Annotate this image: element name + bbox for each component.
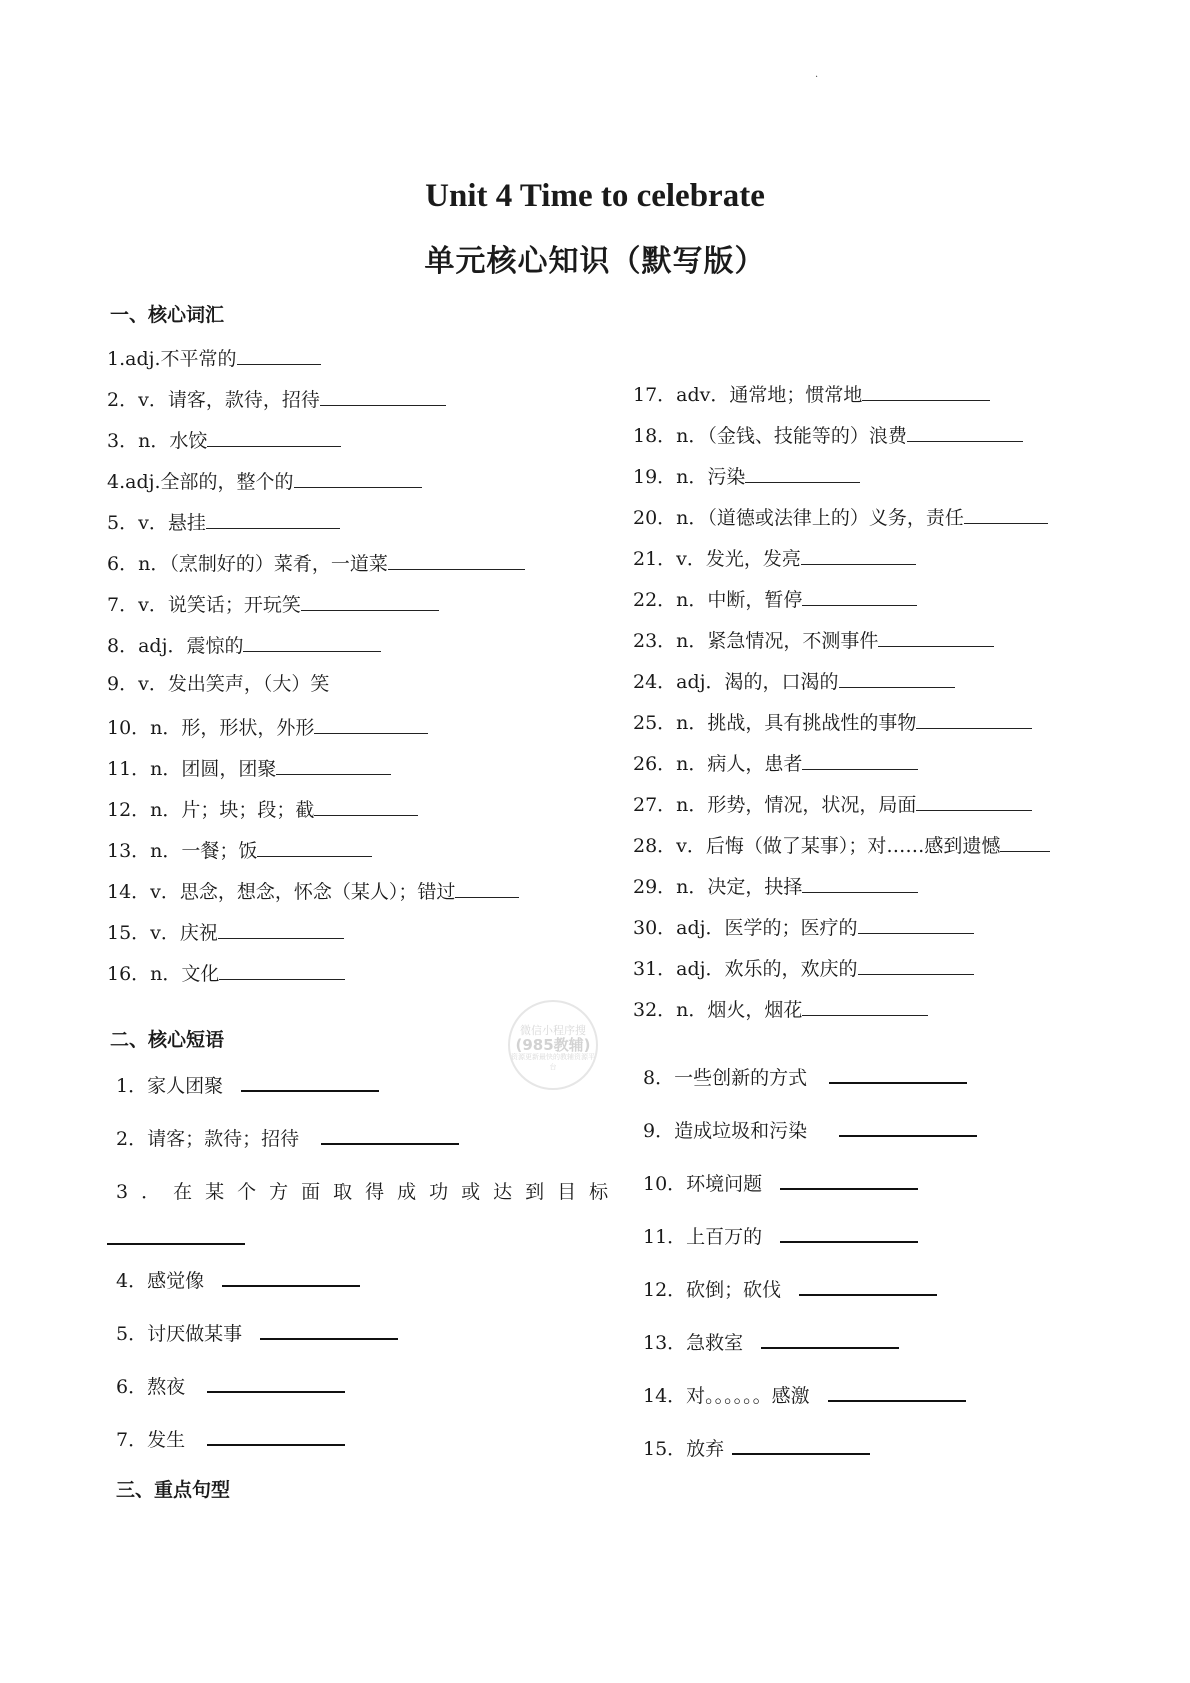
answer-blank[interactable] <box>321 1115 459 1145</box>
page-title-chinese: 单元核心知识（默写版） <box>424 244 766 279</box>
answer-blank[interactable] <box>916 782 1032 811</box>
phrase-item: 6．熬夜 <box>116 1361 398 1414</box>
vocab-item: 32．n．烟火，烟花 <box>633 987 1050 1028</box>
answer-blank[interactable] <box>243 623 381 652</box>
vocab-item: 21．v．发光，发亮 <box>633 536 1050 577</box>
vocab-item: 27．n．形势，情况，状况，局面 <box>633 782 1050 823</box>
watermark-stamp: 微信小程序搜 (985教辅) 资源更新最快的教辅资源平台 <box>508 1000 598 1090</box>
phrases-left-column-continued <box>116 1255 398 1467</box>
vocab-item: 19．n．污染 <box>633 454 1050 495</box>
vocab-item: 20．n．（道德或法律上的）义务，责任 <box>633 495 1050 536</box>
vocab-item: 28．v．后悔（做了某事）；对……感到遗憾 <box>633 823 1050 864</box>
answer-blank[interactable] <box>237 336 321 365</box>
section-heading-sentences: 三、重点句型 <box>116 1479 231 1501</box>
vocab-item: 10．n．形，形状，外形 <box>107 705 525 746</box>
page-title-english: Unit 4 Time to celebrate <box>425 178 765 214</box>
answer-blank[interactable] <box>802 987 928 1016</box>
vocab-item: 9．v．发出笑声，（大）笑 <box>107 673 330 695</box>
phrase-item: 12．砍倒；砍伐 <box>643 1264 977 1317</box>
vocab-item: 17．adv．通常地；惯常地 <box>633 372 1050 413</box>
vocab-item: 12．n．片；块；段；截 <box>107 787 525 828</box>
answer-blank[interactable] <box>878 618 994 647</box>
answer-blank[interactable] <box>858 905 974 934</box>
vocab-item: 3．n．水饺 <box>107 418 525 459</box>
vocab-right-column <box>633 372 1050 1028</box>
vocab-item: 24．adj．渴的，口渴的 <box>633 659 1050 700</box>
phrase-item: 13．急救室 <box>643 1317 977 1370</box>
answer-blank[interactable] <box>964 495 1048 524</box>
vocab-item: 16．n．文化 <box>107 951 525 992</box>
answer-blank[interactable] <box>802 577 917 606</box>
phrase-3-blank-row <box>107 1215 245 1245</box>
vocab-item: 22．n．中断，暂停 <box>633 577 1050 618</box>
vocab-item: 5．v．悬挂 <box>107 500 525 541</box>
vocab-item: 1.adj.不平常的 <box>107 336 525 377</box>
answer-blank[interactable] <box>780 1213 918 1243</box>
answer-blank[interactable] <box>455 869 519 898</box>
phrase-item: 11．上百万的 <box>643 1211 977 1264</box>
answer-blank[interactable] <box>218 910 344 939</box>
vocab-item: 6．n．（烹制好的）菜肴，一道菜 <box>107 541 525 582</box>
phrases-left-column <box>116 1060 621 1219</box>
phrase-item: 9．造成垃圾和污染 <box>643 1105 977 1158</box>
phrase-item: 4．感觉像 <box>116 1255 398 1308</box>
phrases-right-column <box>643 1052 977 1476</box>
answer-blank[interactable] <box>301 582 439 611</box>
answer-blank[interactable] <box>858 946 974 975</box>
page-dot: · <box>815 72 819 83</box>
vocab-item: 8．adj．震惊的 <box>107 623 525 664</box>
answer-blank[interactable] <box>260 1310 398 1340</box>
answer-blank[interactable] <box>107 1215 245 1245</box>
answer-blank[interactable] <box>314 705 428 734</box>
section-heading-phrases: 二、核心短语 <box>110 1029 225 1051</box>
answer-blank[interactable] <box>802 741 918 770</box>
vocab-item: 31．adj．欢乐的，欢庆的 <box>633 946 1050 987</box>
answer-blank[interactable] <box>314 787 418 816</box>
vocab-item: 23．n．紧急情况，不测事件 <box>633 618 1050 659</box>
vocab-item: 29．n．决定，抉择 <box>633 864 1050 905</box>
answer-blank[interactable] <box>828 1372 966 1402</box>
answer-blank[interactable] <box>294 459 422 488</box>
answer-blank[interactable] <box>839 659 955 688</box>
answer-blank[interactable] <box>839 1107 977 1137</box>
phrase-item: 10．环境问题 <box>643 1158 977 1211</box>
vocab-item: 7．v．说笑话；开玩笑 <box>107 582 525 623</box>
vocab-left-column <box>107 336 525 992</box>
answer-blank[interactable] <box>732 1425 870 1455</box>
vocab-item: 25．n．挑战，具有挑战性的事物 <box>633 700 1050 741</box>
vocab-item: 11．n．团圆，团聚 <box>107 746 525 787</box>
answer-blank[interactable] <box>799 1266 937 1296</box>
vocab-item: 4.adj.全部的，整个的 <box>107 459 525 500</box>
answer-blank[interactable] <box>241 1062 379 1092</box>
answer-blank[interactable] <box>320 377 446 406</box>
answer-blank[interactable] <box>780 1160 918 1190</box>
phrase-item: 1．家人团聚 <box>116 1060 621 1113</box>
answer-blank[interactable] <box>862 372 990 401</box>
phrase-item: 14．对。。。。。。感激 <box>643 1370 977 1423</box>
section-heading-vocab: 一、核心词汇 <box>110 304 225 326</box>
answer-blank[interactable] <box>207 1416 345 1446</box>
vocab-item: 30．adj．医学的；医疗的 <box>633 905 1050 946</box>
answer-blank[interactable] <box>206 500 340 529</box>
phrase-item: 2．请客；款待；招待 <box>116 1113 621 1166</box>
answer-blank[interactable] <box>219 951 345 980</box>
answer-blank[interactable] <box>745 454 860 483</box>
answer-blank[interactable] <box>801 536 916 565</box>
phrase-item: 8．一些创新的方式 <box>643 1052 977 1105</box>
answer-blank[interactable] <box>829 1054 967 1084</box>
vocab-item: 2．v．请客，款待，招待 <box>107 377 525 418</box>
answer-blank[interactable] <box>761 1319 899 1349</box>
answer-blank[interactable] <box>907 413 1023 442</box>
answer-blank[interactable] <box>1000 823 1050 852</box>
answer-blank[interactable] <box>388 541 525 570</box>
vocab-item: 18．n．（金钱、技能等的）浪费 <box>633 413 1050 454</box>
phrase-item: 5．讨厌做某事 <box>116 1308 398 1361</box>
phrase-item: 15．放弃 <box>643 1423 977 1476</box>
answer-blank[interactable] <box>276 746 391 775</box>
answer-blank[interactable] <box>222 1257 360 1287</box>
answer-blank[interactable] <box>207 1363 345 1393</box>
answer-blank[interactable] <box>207 418 341 447</box>
phrase-item: 3．在某个方面取得成功或达到目标 <box>116 1181 622 1203</box>
vocab-item: 15．v．庆祝 <box>107 910 525 951</box>
vocab-item: 13．n．一餐；饭 <box>107 828 525 869</box>
vocab-item: 26．n．病人，患者 <box>633 741 1050 782</box>
answer-blank[interactable] <box>916 700 1032 729</box>
vocab-item: 14．v．思念，想念，怀念（某人）；错过 <box>107 869 525 910</box>
answer-blank[interactable] <box>802 864 918 893</box>
phrase-item: 7．发生 <box>116 1414 398 1467</box>
answer-blank[interactable] <box>257 828 372 857</box>
